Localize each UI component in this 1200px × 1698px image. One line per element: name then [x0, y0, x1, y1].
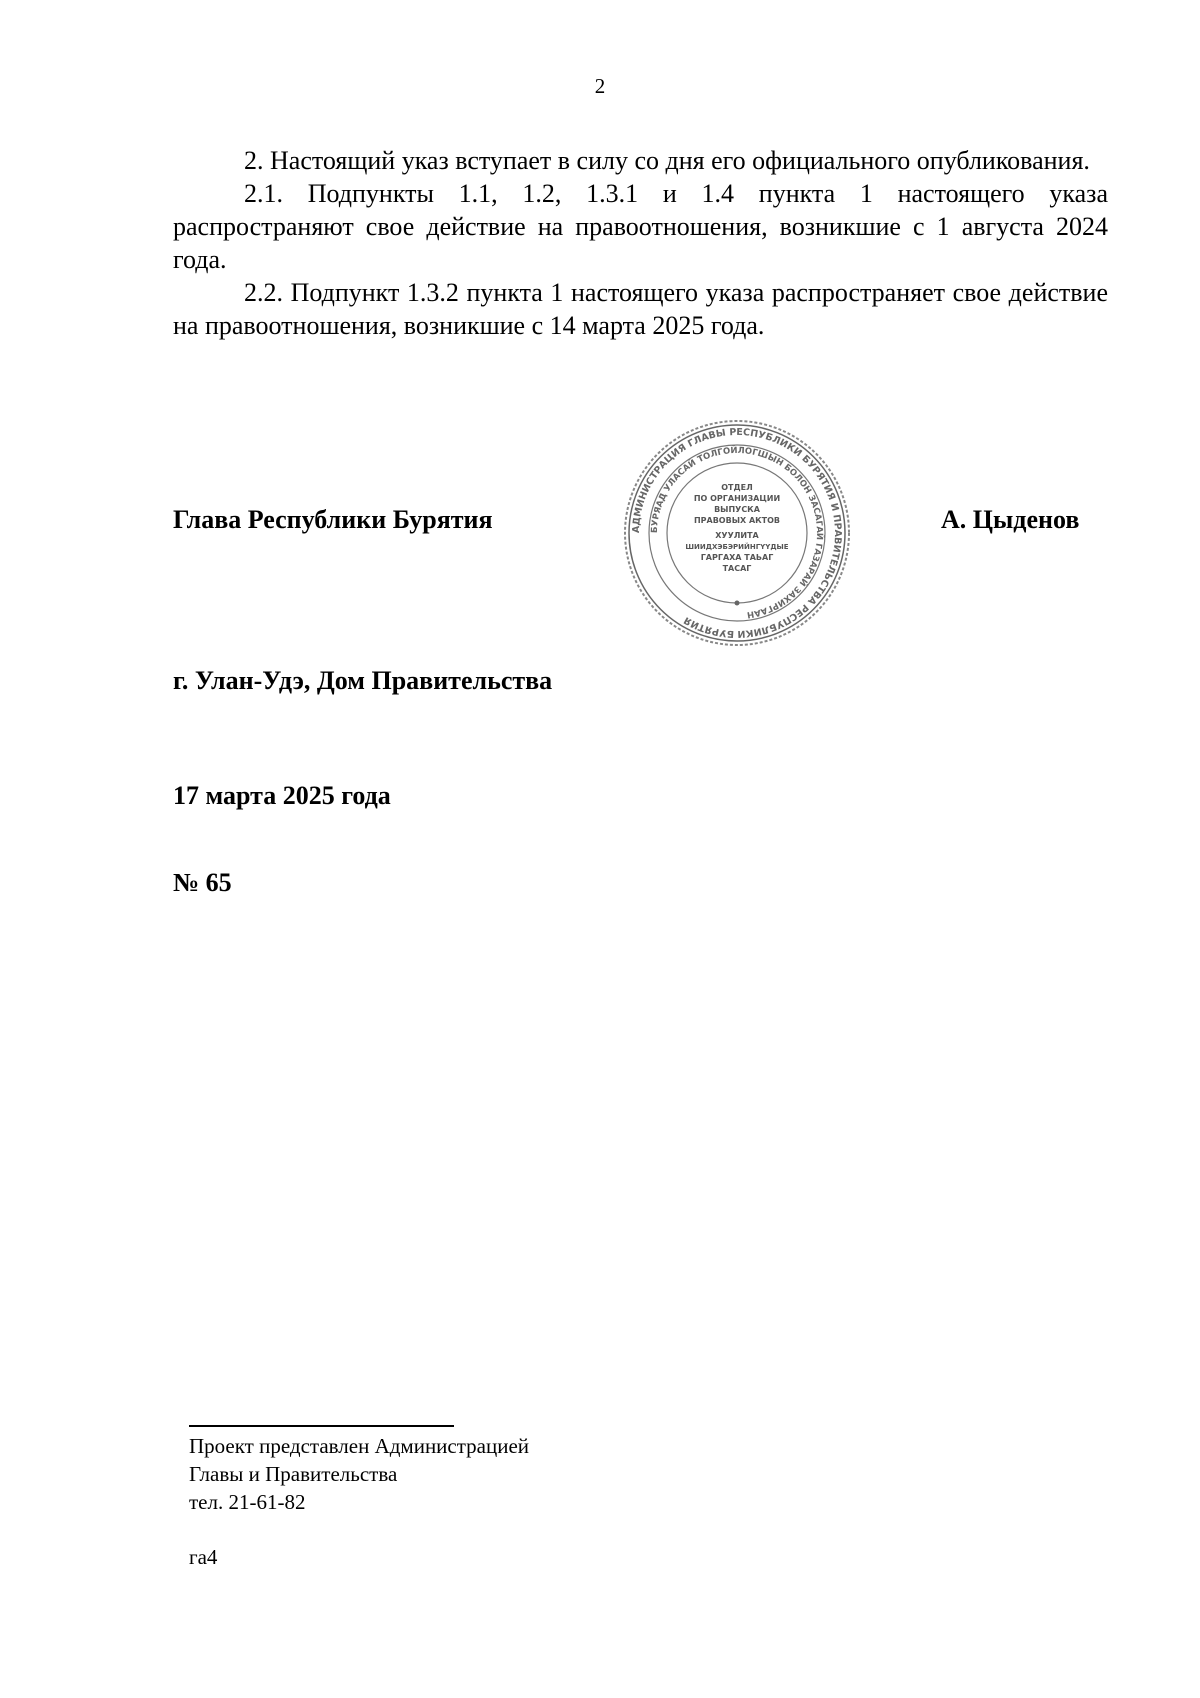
- seal-outer-text: АДМИНИСТРАЦИЯ ГЛАВЫ РЕСПУБЛИКИ БУРЯТИЯ И ПРАВИТЕЛЬСТВА РЕСПУБЛИКИ БУРЯТИЯ: [630, 426, 844, 640]
- footnote-line: Проект представлен Администрацией: [189, 1434, 530, 1458]
- seal-center-line: ШИИДХЭБЭРИЙНГҮҮДЫЕ: [685, 543, 789, 551]
- footnote-line: тел. 21-61-82: [189, 1490, 306, 1514]
- footnote-divider: [189, 1425, 454, 1427]
- document-code: га4: [189, 1545, 218, 1569]
- seal-center-line: ХУУЛИТА: [715, 531, 759, 540]
- page-number: 2: [594, 74, 606, 98]
- paragraph-2: 2. Настоящий указ вступает в силу со дня его официального опубликования.: [244, 146, 1090, 175]
- signing-date: 17 марта 2025 года: [173, 781, 391, 810]
- decree-body: [173, 144, 1108, 342]
- official-seal: [622, 418, 852, 648]
- seal-center-line: ПРАВОВЫХ АКТОВ: [693, 516, 781, 525]
- signatory-title: Глава Республики Бурятия: [173, 505, 493, 534]
- seal-center-line: ОТДЕЛ: [721, 483, 753, 492]
- decree-number: № 65: [173, 868, 232, 897]
- footnote: [189, 1432, 529, 1516]
- seal-center-line: ВЫПУСКА: [714, 505, 760, 514]
- seal-center-line: ПО ОРГАНИЗАЦИИ: [693, 494, 781, 503]
- signatory-name: А. Цыденов: [941, 505, 1080, 534]
- paragraph-2-2: 2.2. Подпункт 1.3.2 пункта 1 настоящего указа распространяет свое действие на правоотношения, возникшие с 14 марта 2025 года.: [173, 278, 1108, 340]
- footnote-line: Главы и Правительства: [189, 1462, 398, 1486]
- seal-inner-text: БУРЯАД УЛАСАЙ ТОЛГОЙЛОГШЫН БОЛОН ЗАСАГАЙ ГАЗАРАЙ ЗАХИРГААН: [649, 445, 825, 620]
- seal-center-line: ТАСАГ: [722, 564, 752, 573]
- paragraph-2-1: 2.1. Подпункты 1.1, 1.2, 1.3.1 и 1.4 пункта 1 настоящего указа распространяют свое действие на правоотношения, возникшие с 1 августа 2024 года.: [173, 179, 1108, 274]
- signing-place: г. Улан-Удэ, Дом Правительства: [173, 666, 553, 695]
- seal-center-line: ГАРГАХА ТАЬАГ: [700, 553, 774, 562]
